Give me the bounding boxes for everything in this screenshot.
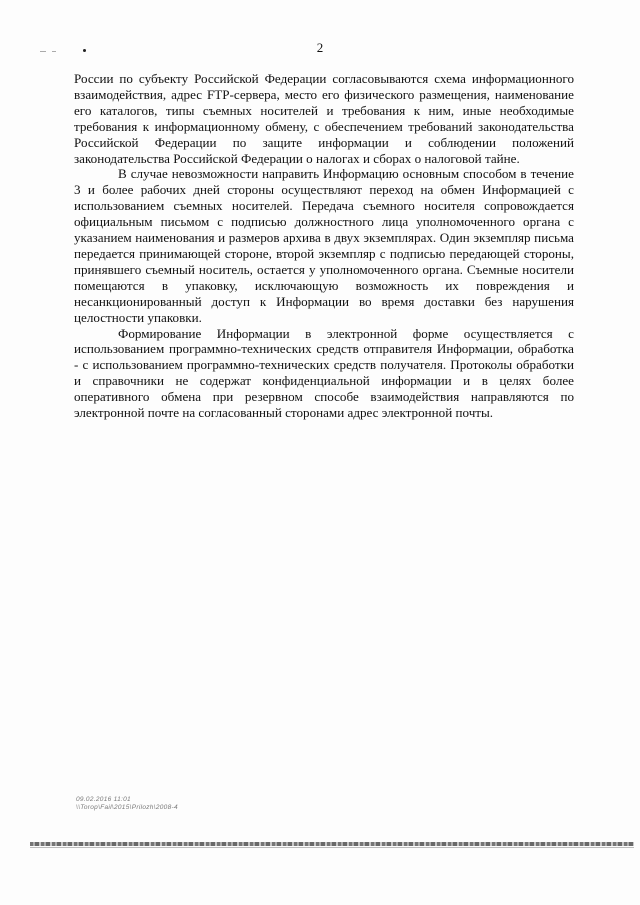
paragraph: Формирование Информации в электронной форме осуществляется с использованием программно-технических средств отправителя Информации, обработка - с использованием программно-технических средств получателя. Протоколы обработки и справочники не содержат конфиденциальной информации и в целях более оперативного обмена при резервном способе взаимодействия направляются по электронной почте на согласованный сторонами адрес электронной почты. xyxy=(74,325,574,421)
footer-file-stamp xyxy=(76,796,178,812)
scan-edge-line xyxy=(30,847,634,848)
paragraph: В случае невозможности направить Информацию основным способом в течение 3 и более рабочих дней стороны осуществляют переход на обмен Информацией с использованием съемных носителей. Передача съемного носителя сопровождается официальным письмом с подписью должностного лица уполномоченного органа с указанием наименования и размеров архива в двух экземплярах. Один экземпляр письма передается принимающей стороне, второй экземпляр с подписью передающей стороны, принявшего съемный носитель, остается у уполномоченного органа. Съемные носители помещаются в упаковку, исключающую возможность их повреждения и несанкционированный доступ к Информации во время доставки без нарушения целостности упаковки. xyxy=(74,166,574,325)
document-body xyxy=(74,71,574,421)
footer-stamp-date: 09.02.2016 11:01 xyxy=(76,796,131,803)
scan-edge-band xyxy=(30,842,634,846)
footer-stamp-path: \\Torop\Fail\2015\Prilozh\2008-4 xyxy=(76,804,178,811)
paragraph: России по субъекту Российской Федерации согласовываются схема информационного взаимодействия, адрес FTP-сервера, место его физического размещения, наименование его каталогов, типы съемных носителей и требования к ним, иные необходимые требования к информационному обмену, с обеспечением требований законодательства Российской Федерации по защите информации и соблюдении положений законодательства Российской Федерации о налогах и сборах о налоговой тайне. xyxy=(74,71,574,166)
page-number: 2 xyxy=(316,40,324,55)
